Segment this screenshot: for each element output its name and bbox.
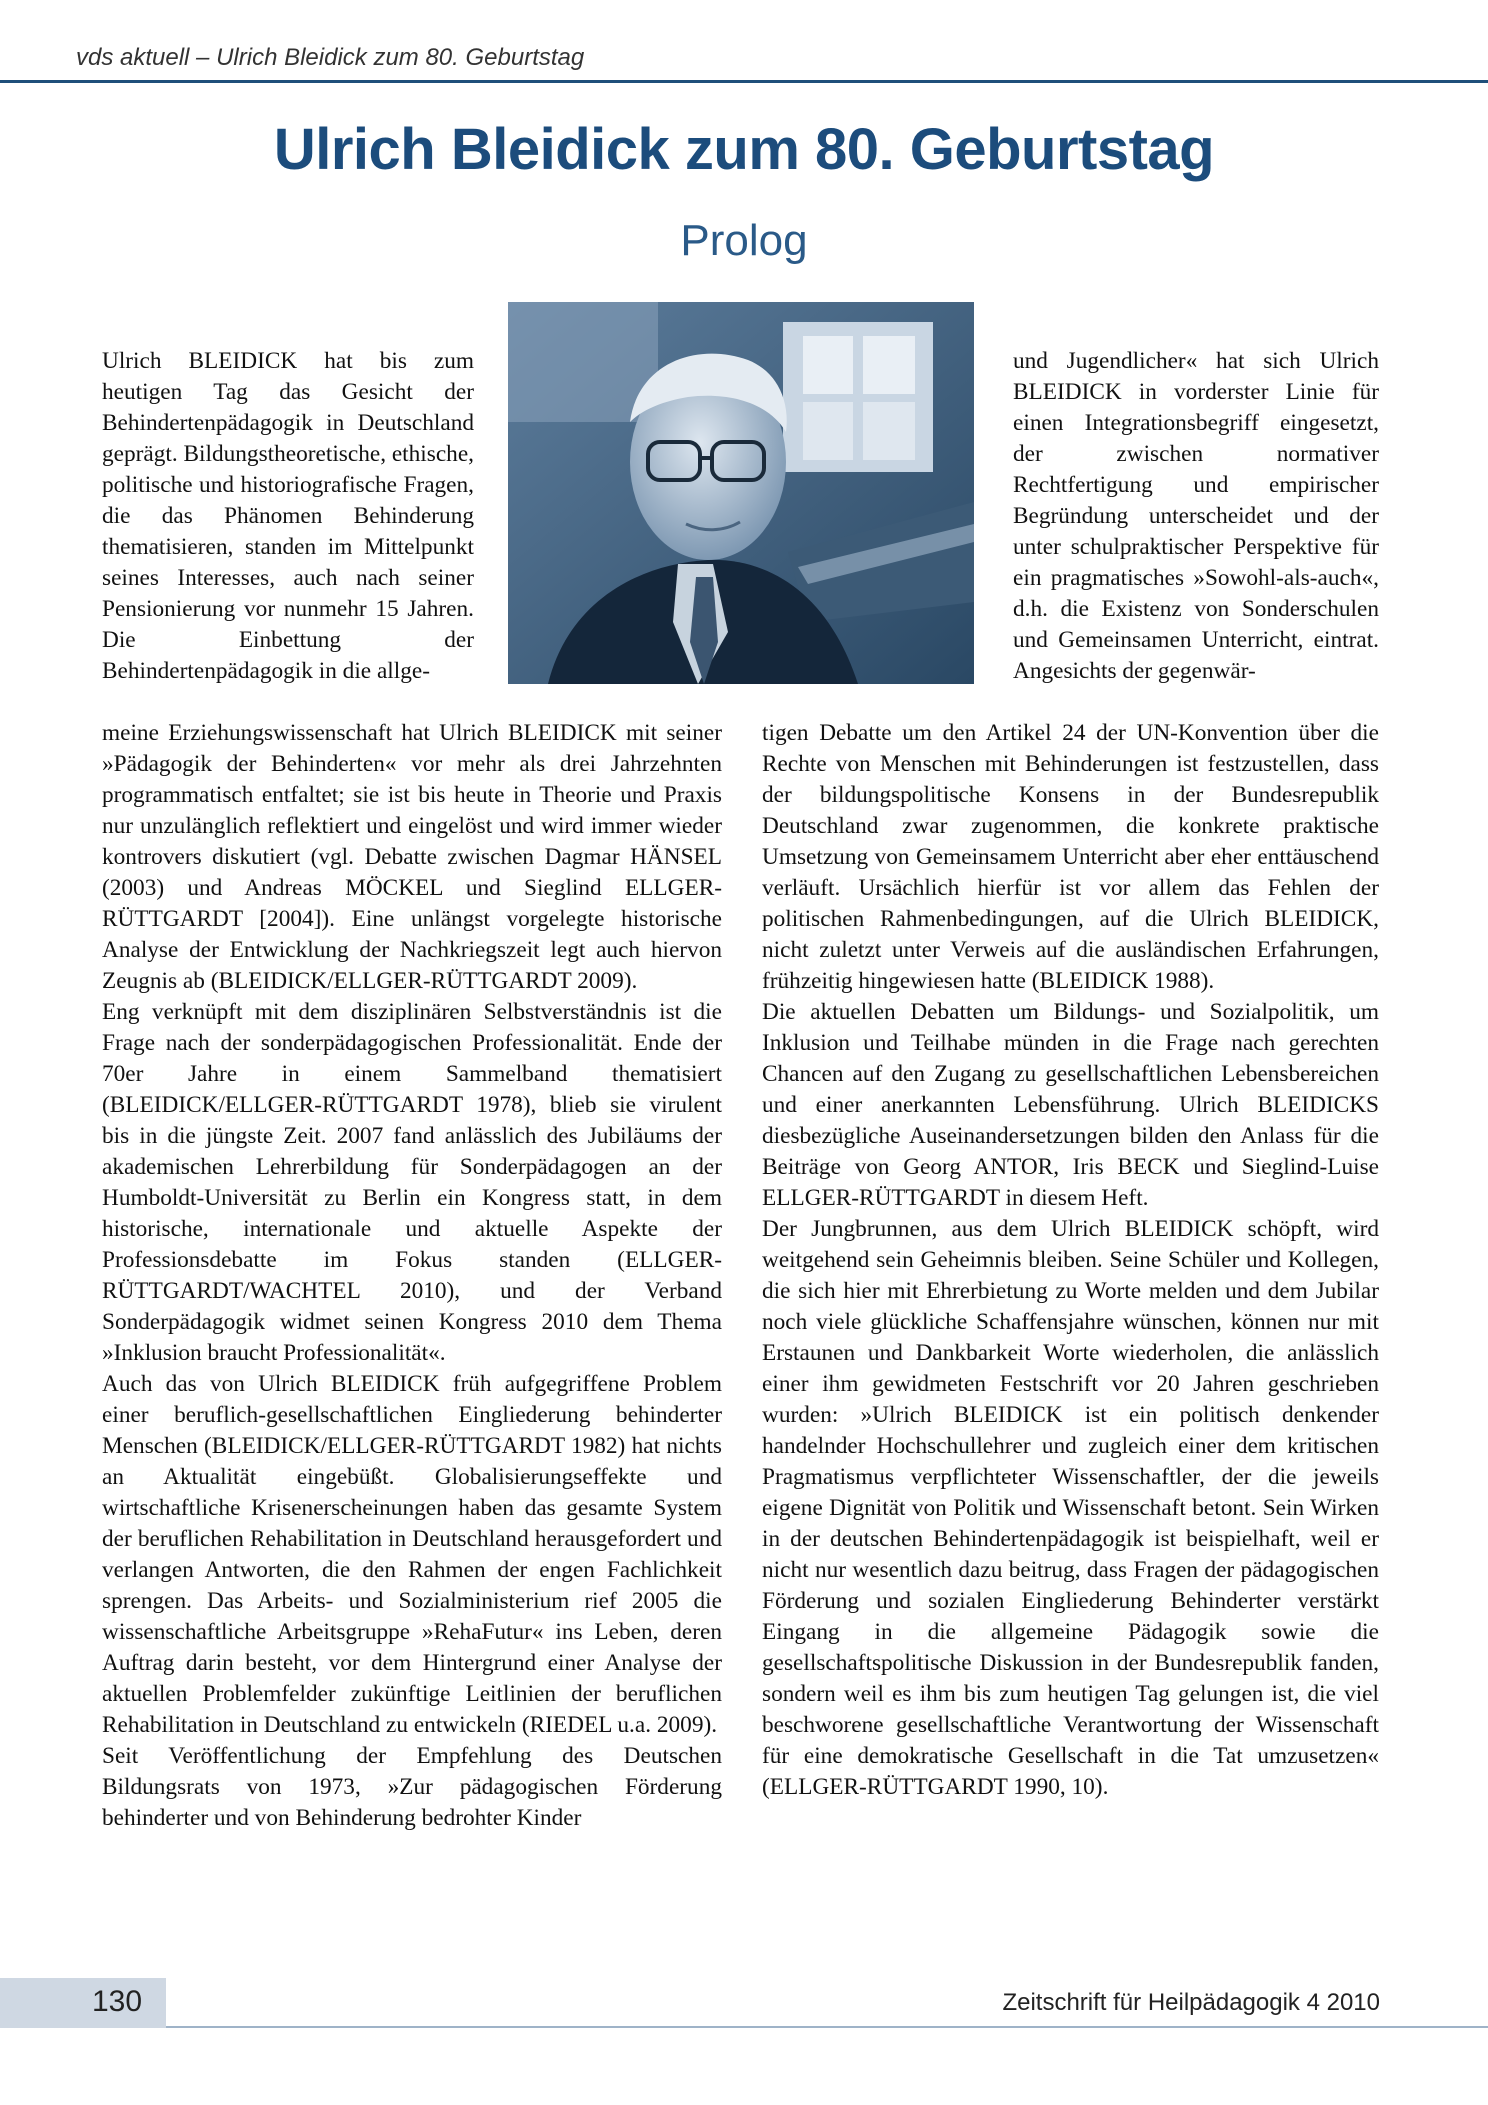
portrait-photo-icon [508,302,974,684]
column-left-top [102,346,474,687]
header-rule [0,80,1488,83]
running-head: vds aktuell – Ulrich Bleidick zum 80. Geburtstag [76,44,585,71]
journal-name: Zeitschrift für Heilpädagogik 4 2010 [1002,1989,1380,2016]
column-right-top [1013,346,1379,687]
article-subtitle: Prolog [680,216,808,265]
footer-rule [166,2026,1488,2028]
paragraph: Ulrich BLEIDICK hat bis zum heutigen Tag das Gesicht der Behindertenpädagogik in Deutschland geprägt. Bildungstheoretische, ethische, politische und historiografische Fragen, die das Phänomen Behinderung thematisieren, standen im Mittelpunkt seines Interesses, auch nach seiner Pensionierung vor nunmehr 15 Jahren. Die Einbettung der Behindertenpädagogik in die allge- [102,348,474,684]
paragraph: Der Jungbrunnen, aus dem Ulrich BLEIDICK schöpft, wird weitgehend sein Geheimnis bleiben. Seine Schüler und Kollegen, die sich hier mit Ehrerbietung zu Worte melden und dem Jubilar noch viele glückliche Schaffensjahre wünschen, können nur mit Erstaunen und Dankbarkeit Worte wiederholen, die anlässlich einer ihm gewidmeten Festschrift vor 20 Jahren geschrieben wurden: »Ulrich BLEIDICK ist ein politisch denkender handelnder Hochschullehrer und zugleich einer dem kritischen Pragmatismus verpflichteter Wissenschaftler, der die jeweils eigene Dignität von Politik und Wissenschaft betont. Sein Wirken in der deutschen Behindertenpädagogik ist beispielhaft, weil er nicht nur wesentlich dazu beitrug, dass Fragen der pädagogischen Förderung und sozialen Eingliederung Behinderter verstärkt Eingang in die allgemeine Pädagogik sowie die gesellschaftspolitische Diskussion in der Bundesrepublik fanden, sondern weil es ihm bis zum heutigen Tag gelungen ist, die viel beschworene gesellschaftliche Verantwortung der Wissenschaft für eine demokratische Gesellschaft in die Tat umzusetzen« (ELLGER-RÜTTGARDT 1990, 10). [762,1216,1379,1800]
paragraph: tigen Debatte um den Artikel 24 der UN-Konvention über die Rechte von Menschen mit Behinderungen ist festzustellen, dass der bildungspolitische Konsens in der Bundesrepublik Deutschland zwar zugenommen, die konkrete praktische Umsetzung von Gemeinsamem Unterricht aber eher enttäuschend verläuft. Ursächlich hierfür ist vor allem das Fehlen der politischen Rahmenbedingungen, auf die Ulrich BLEIDICK, nicht zuletzt unter Verweis auf die ausländischen Erfahrungen, frühzeitig hingewiesen hatte (BLEIDICK 1988). [762,720,1379,994]
paragraph: Die aktuellen Debatten um Bildungs- und Sozialpolitik, um Inklusion und Teilhabe münden in die Frage nach gerechten Chancen auf den Zugang zu gesellschaftlichen Lebensbereichen und einer anerkannten Lebensführung. Ulrich BLEIDICKS diesbezügliche Auseinandersetzungen bilden den Anlass für die Beiträge von Georg ANTOR, Iris BECK und Sieglind-Luise ELLGER-RÜTTGARDT in diesem Heft. [762,999,1379,1211]
article-title: Ulrich Bleidick zum 80. Geburtstag [273,117,1215,182]
paragraph: Auch das von Ulrich BLEIDICK früh aufgegriffene Problem einer beruflich-gesellschaftlichen Eingliederung behinderter Menschen (BLEIDICK/ELLGER-RÜTTGARDT 1982) hat nichts an Aktualität eingebüßt. Globalisierungseffekte und wirtschaftliche Krisenerscheinungen haben das gesamte System der beruflichen Rehabilitation in Deutschland herausgefordert und verlangen Antworten, die den Rahmen der engen Fachlichkeit sprengen. Das Arbeits- und Sozialministerium rief 2005 die wissenschaftliche Arbeitsgruppe »RehaFutur« ins Leben, deren Auftrag darin besteht, vor dem Hintergrund einer Analyse der aktuellen Problemfelder zukünftige Leitlinien der beruflichen Rehabilitation in Deutschland zu entwickeln (RIEDEL u.a. 2009). [102,1371,722,1738]
paragraph: Eng verknüpft mit dem disziplinären Selbstverständnis ist die Frage nach der sonderpädagogischen Professionalität. Ende der 70er Jahre in einem Sammelband thematisiert (BLEIDICK/ELLGER-RÜTTGARDT 1978), blieb sie virulent bis in die jüngste Zeit. 2007 fand anlässlich des Jubiläums der akademischen Lehrerbildung für Sonderpädagogen an der Humboldt-Universität zu Berlin ein Kongress statt, in dem historische, internationale und aktuelle Aspekte der Professionsdebatte im Fokus standen (ELLGER-RÜTTGARDT/WACHTEL 2010), und der Verband Sonderpädagogik widmet seinen Kongress 2010 dem Thema »Inklusion braucht Professionalität«. [102,999,722,1366]
paragraph: meine Erziehungswissenschaft hat Ulrich BLEIDICK mit seiner »Pädagogik der Behinderten« vor mehr als drei Jahrzehnten programmatisch entfaltet; sie ist bis heute in Theorie und Praxis nur unzulänglich reflektiert und eingelöst und wird immer wieder kontrovers diskutiert (vgl. Debatte zwischen Dagmar HÄNSEL (2003) und Andreas MÖCKEL und Sieglind ELLGER-RÜTTGARDT [2004]). Eine unlängst vorgelegte historische Analyse der Entwicklung der Nachkriegszeit legt auch hiervon Zeugnis ab (BLEIDICK/ELLGER-RÜTTGARDT 2009). [102,720,722,994]
column-right [762,718,1379,1803]
portrait-photo-graphic [508,302,974,684]
page-number: 130 [92,1985,143,2018]
column-left [102,718,722,1834]
paragraph: und Jugendlicher« hat sich Ulrich BLEIDICK in vorderster Linie für einen Integrationsbegriff eingesetzt, der zwischen normativer Rechtfertigung und empirischer Begründung unterscheidet und der unter schulpraktischer Perspektive für ein pragmatisches »Sowohl-als-auch«, d.h. die Existenz von Sonderschulen und Gemeinsamen Unterricht, eintrat. Angesichts der gegenwär- [1013,348,1379,684]
paragraph: Seit Veröffentlichung der Empfehlung des Deutschen Bildungsrats von 1973, »Zur pädagogischen Förderung behinderter und von Behinderung bedrohter Kinder [102,1743,722,1831]
